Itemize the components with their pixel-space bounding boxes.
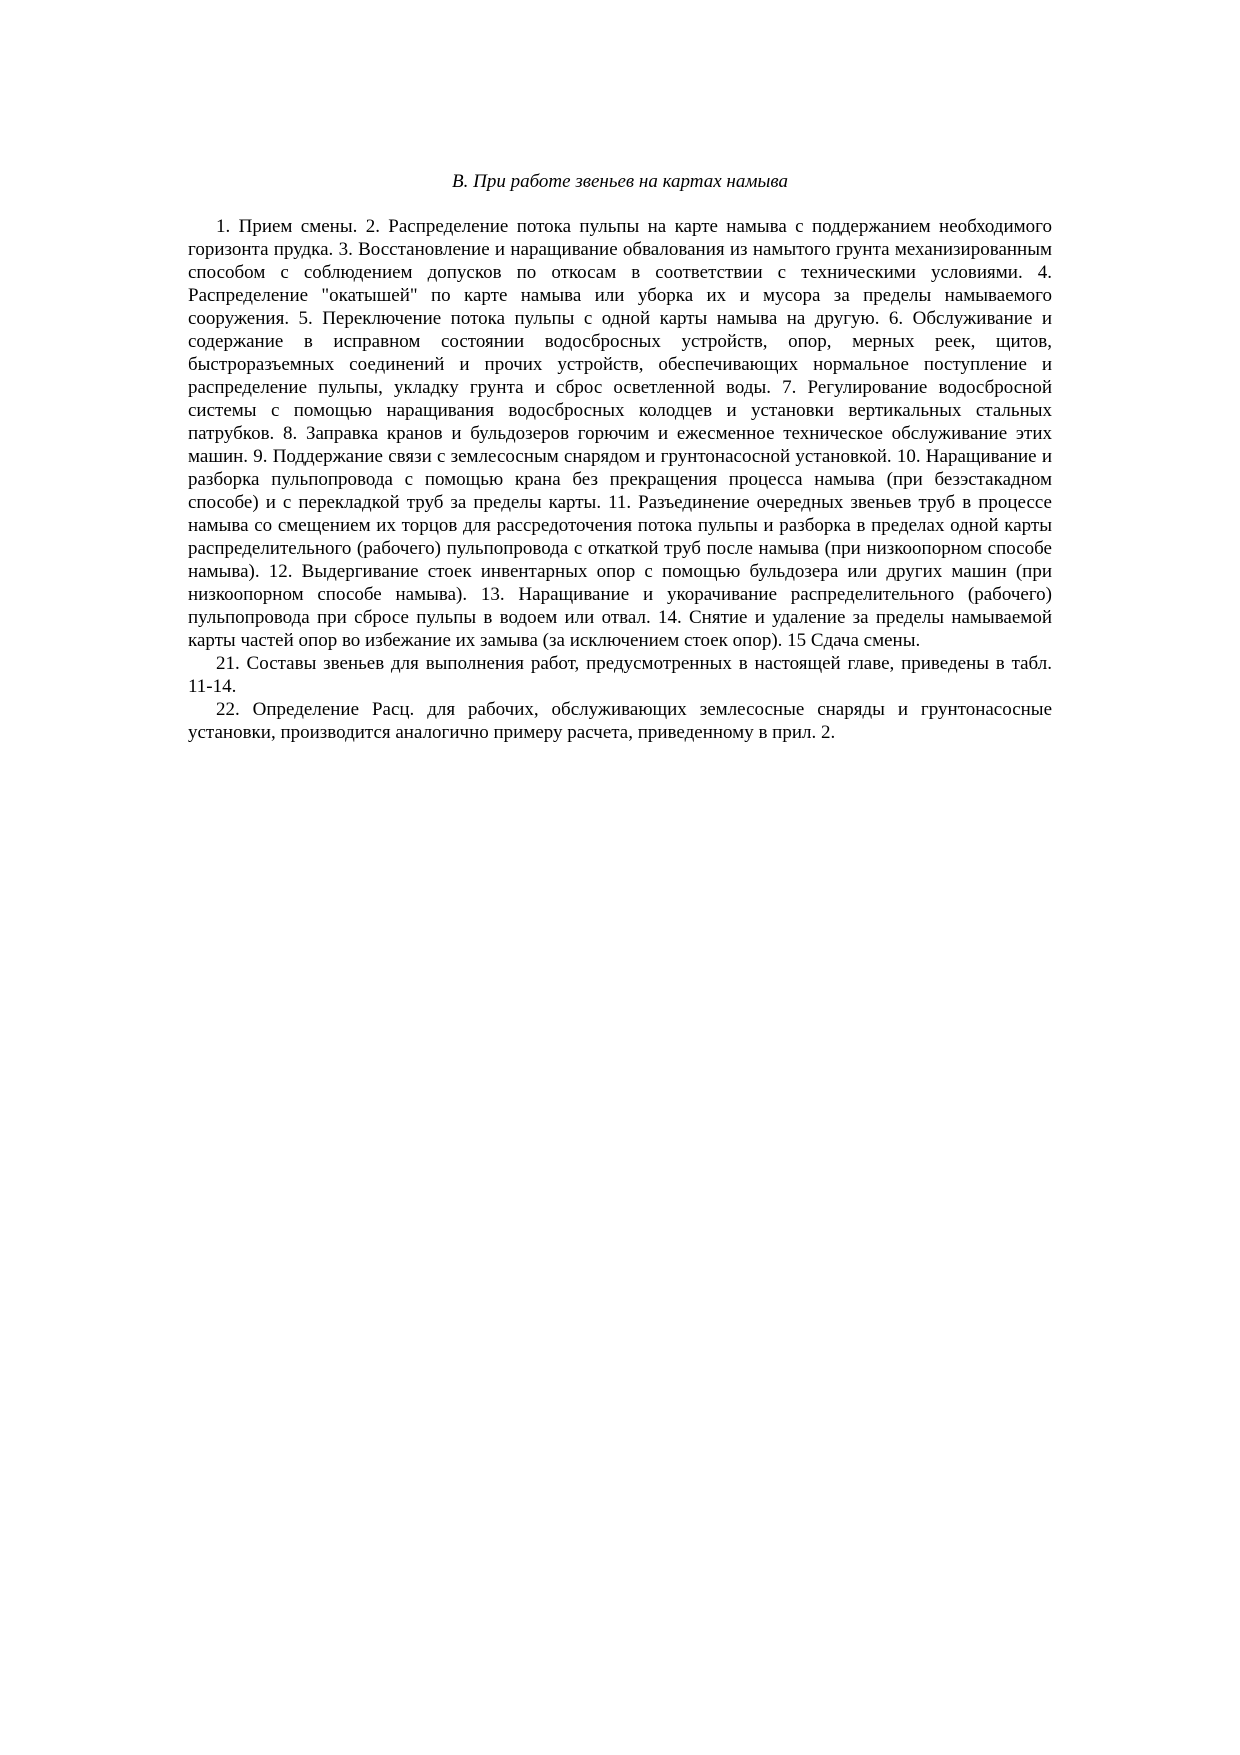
document-body bbox=[188, 170, 1052, 744]
section-heading: В. При работе звеньев на картах намыва bbox=[452, 171, 788, 192]
paragraph-22: 22. Определение Расц. для рабочих, обслуживающих землесосные снаряды и грунтонасосные установки, производится аналогично примеру расчета, приведенному в прил. 2. bbox=[188, 699, 1052, 743]
paragraph-work-list: 1. Прием смены. 2. Распределение потока пульпы на карте намыва с поддержанием необходимого горизонта прудка. 3. Восстановление и наращивание обвалования из намытого грунта механизированным способом с соблюдением допусков по откосам в соответствии с техническими условиями. 4. Распределение "окатышей" по карте намыва или уборка их и мусора за пределы намываемого сооружения. 5. Переключение потока пульпы с одной карты намыва на другую. 6. Обслуживание и содержание в исправном состоянии водосбросных устройств, опор, мерных реек, щитов, быстроразъемных соединений и прочих устройств, обеспечивающих нормальное поступление и распределение пульпы, укладку грунта и сброс осветленной воды. 7. Регулирование водосбросной системы с помощью наращивания водосбросных колодцев и установки вертикальных стальных патрубков. 8. Заправка кранов и бульдозеров горючим и ежесменное техническое обслуживание этих машин. 9. Поддержание связи с землесосным снарядом и грунтонасосной установкой. 10. Наращивание и разборка пульпопровода с помощью крана без прекращения процесса намыва (при безэстакадном способе) и с перекладкой труб за пределы карты. 11. Разъединение очередных звеньев труб в процессе намыва со смещением их торцов для рассредоточения потока пульпы и разборка в пределах одной карты распределительного (рабочего) пульпопровода с откаткой труб после намыва (при низкоопорном способе намыва). 12. Выдергивание стоек инвентарных опор с помощью бульдозера или других машин (при низкоопорном способе намыва). 13. Наращивание и укорачивание распределительного (рабочего) пульпопровода при сбросе пульпы в водоем или отвал. 14. Снятие и удаление за пределы намываемой карты частей опор во избежание их замыва (за исключением стоек опор). 15 Сдача смены. bbox=[188, 216, 1052, 651]
paragraph-21: 21. Составы звеньев для выполнения работ, предусмотренных в настоящей главе, приведены в табл. 11-14. bbox=[188, 653, 1052, 697]
